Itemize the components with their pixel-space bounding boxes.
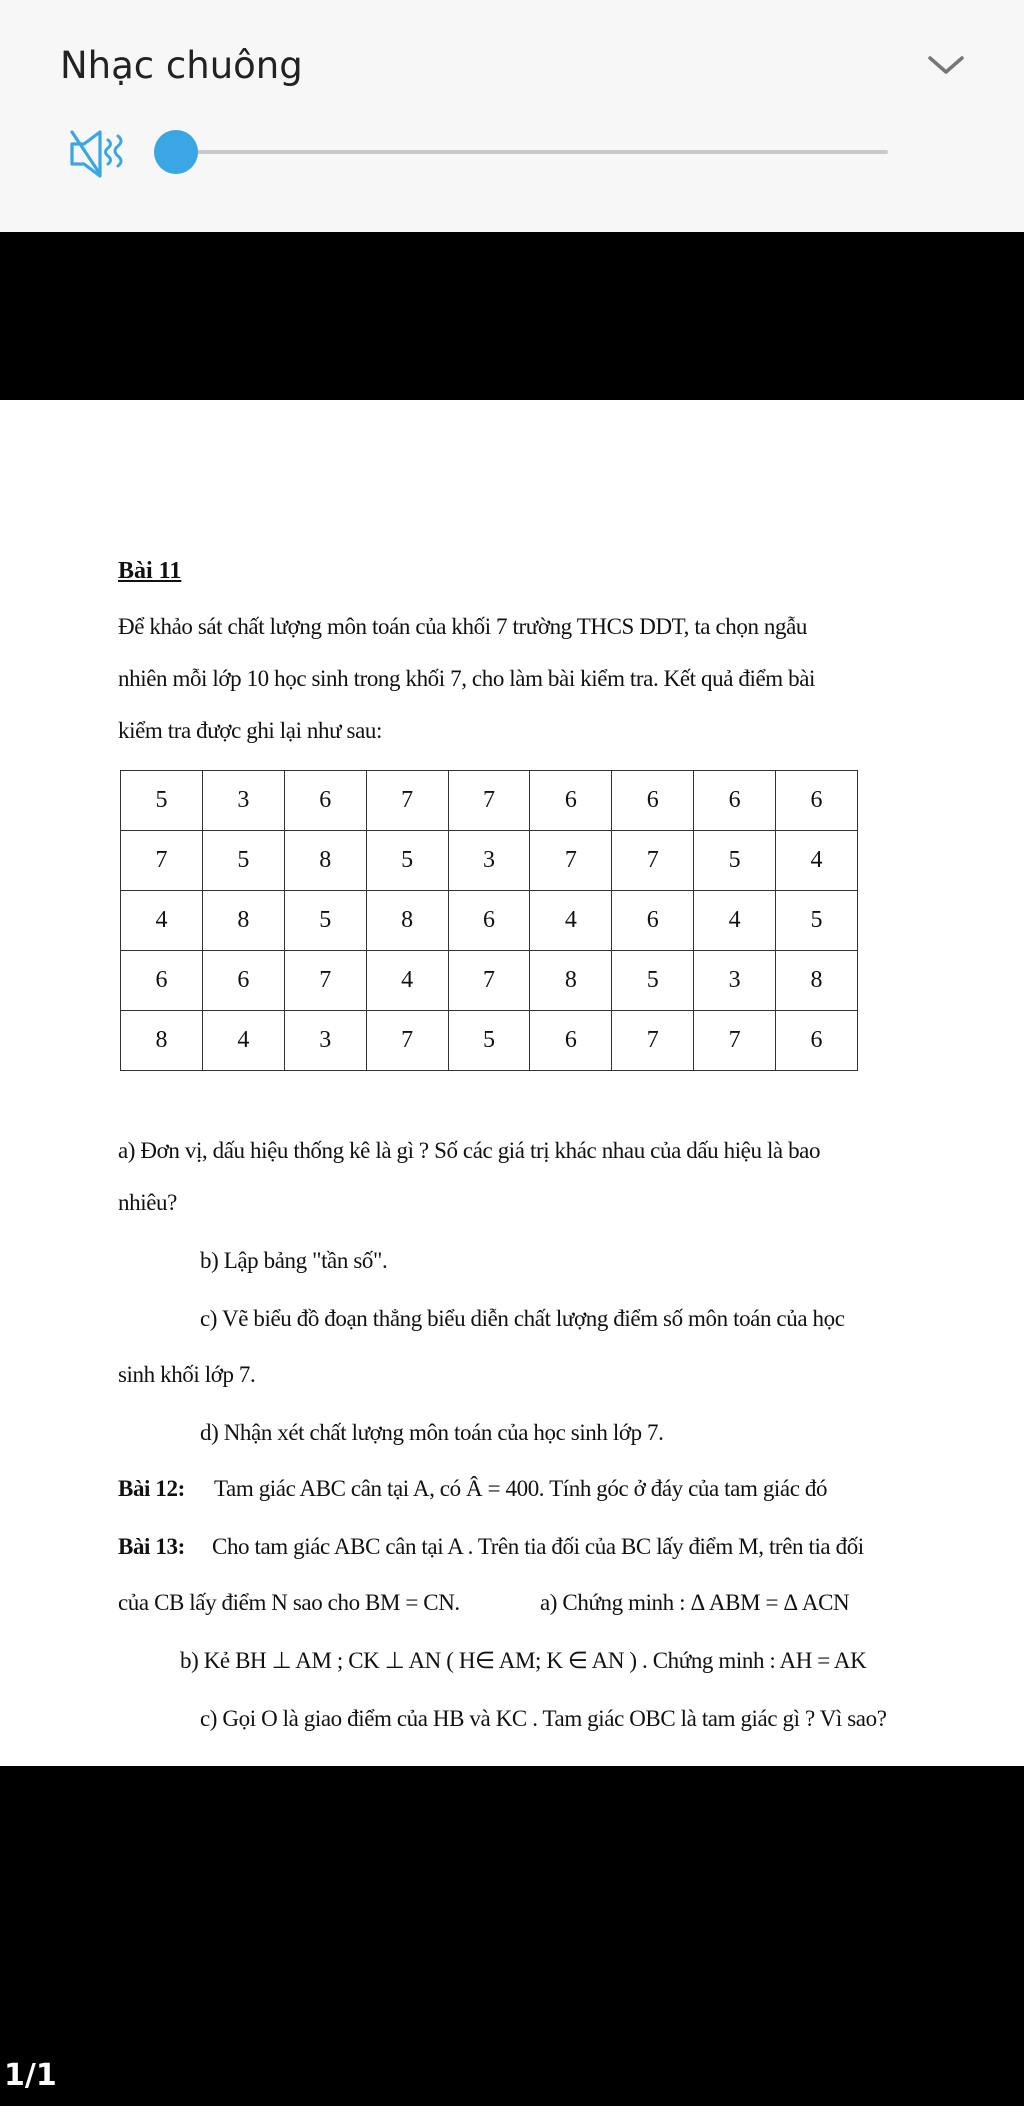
table-cell: 8 [530, 951, 612, 1011]
table-cell: 4 [121, 891, 203, 951]
table-cell: 8 [776, 951, 858, 1011]
table-cell: 6 [612, 771, 694, 831]
table-cell: 5 [284, 891, 366, 951]
table-cell: 6 [776, 771, 858, 831]
question-a-line-1: a) Đơn vị, dấu hiệu thống kê là gì ? Số các giá trị khác nhau của dấu hiệu là bao [118, 1138, 821, 1163]
question-c-line-2: sinh khối lớp 7. [118, 1362, 256, 1387]
score-table [120, 770, 858, 1071]
table-cell: 6 [530, 771, 612, 831]
table-cell: 8 [284, 831, 366, 891]
table-row [121, 771, 858, 831]
question-a-line-2: nhiêu? [118, 1190, 177, 1215]
table-cell: 7 [612, 831, 694, 891]
exercise-12-text: Tam giác ABC cân tại A, có Â = 400. Tính góc ở đáy của tam giác đó [214, 1476, 828, 1501]
table-row [121, 951, 858, 1011]
table-cell: 7 [448, 951, 530, 1011]
document-page [0, 400, 1024, 1766]
exercise-13-part-c: c) Gọi O là giao điểm của HB và KC . Tam giác OBC là tam giác gì ? Vì sao? [200, 1706, 887, 1731]
table-cell: 4 [202, 1011, 284, 1071]
table-cell: 5 [202, 831, 284, 891]
table-cell: 7 [284, 951, 366, 1011]
table-cell: 8 [202, 891, 284, 951]
page-indicator: 1/1 [4, 2058, 57, 2093]
exercise-13-label: Bài 13: [118, 1534, 185, 1559]
exercise-12-label: Bài 12: [118, 1476, 185, 1501]
ringtone-volume-panel [0, 0, 1024, 232]
table-cell: 5 [121, 771, 203, 831]
speaker-muted-icon[interactable] [66, 126, 132, 182]
table-cell: 3 [284, 1011, 366, 1071]
table-cell: 5 [694, 831, 776, 891]
table-cell: 4 [776, 831, 858, 891]
table-cell: 5 [776, 891, 858, 951]
ringtone-volume-slider[interactable] [176, 150, 888, 154]
table-cell: 8 [121, 1011, 203, 1071]
table-row [121, 891, 858, 951]
intro-line-3: kiểm tra được ghi lại như sau: [118, 718, 382, 743]
table-cell: 6 [612, 891, 694, 951]
table-cell: 6 [202, 951, 284, 1011]
table-cell: 7 [530, 831, 612, 891]
table-cell: 6 [448, 891, 530, 951]
table-cell: 6 [530, 1011, 612, 1071]
intro-line-1: Để khảo sát chất lượng môn toán của khối 7 trường THCS DDT, ta chọn ngẫu [118, 614, 808, 639]
table-cell: 4 [694, 891, 776, 951]
table-cell: 7 [121, 831, 203, 891]
intro-line-2: nhiên mỗi lớp 10 học sinh trong khối 7, cho làm bài kiểm tra. Kết quả điểm bài [118, 666, 816, 691]
table-cell: 5 [366, 831, 448, 891]
question-b: b) Lập bảng "tần số". [200, 1248, 388, 1273]
table-cell: 7 [448, 771, 530, 831]
chevron-down-icon[interactable] [924, 50, 968, 80]
table-cell: 3 [694, 951, 776, 1011]
table-cell: 4 [366, 951, 448, 1011]
table-cell: 8 [366, 891, 448, 951]
exercise-11-heading: Bài 11 [118, 558, 182, 584]
table-cell: 6 [776, 1011, 858, 1071]
exercise-13-part-b: b) Kẻ BH ⊥ AM ; CK ⊥ AN ( H∈ AM; K ∈ AN ) . Chứng minh : AH = AK [180, 1648, 867, 1673]
table-cell: 7 [366, 771, 448, 831]
exercise-13-line-2: của CB lấy điểm N sao cho BM = CN. [118, 1590, 460, 1615]
table-cell: 4 [530, 891, 612, 951]
question-d: d) Nhận xét chất lượng môn toán của học sinh lớp 7. [200, 1420, 664, 1445]
exercise-13-text: Cho tam giác ABC cân tại A . Trên tia đối của BC lấy điểm M, trên tia đối [212, 1534, 864, 1559]
table-cell: 6 [284, 771, 366, 831]
table-cell: 7 [366, 1011, 448, 1071]
exercise-13-part-a: a) Chứng minh : Δ ABM = Δ ACN [540, 1590, 850, 1615]
table-cell: 7 [694, 1011, 776, 1071]
volume-slider-thumb[interactable] [154, 130, 198, 174]
table-row [121, 1011, 858, 1071]
table-cell: 6 [694, 771, 776, 831]
table-row [121, 831, 858, 891]
question-c-line-1: c) Vẽ biểu đồ đoạn thẳng biểu diễn chất lượng điểm số môn toán của học [200, 1306, 845, 1331]
table-cell: 5 [448, 1011, 530, 1071]
table-cell: 3 [448, 831, 530, 891]
volume-panel-title: Nhạc chuông [60, 44, 303, 87]
table-cell: 6 [121, 951, 203, 1011]
table-cell: 5 [612, 951, 694, 1011]
table-cell: 7 [612, 1011, 694, 1071]
table-cell: 3 [202, 771, 284, 831]
